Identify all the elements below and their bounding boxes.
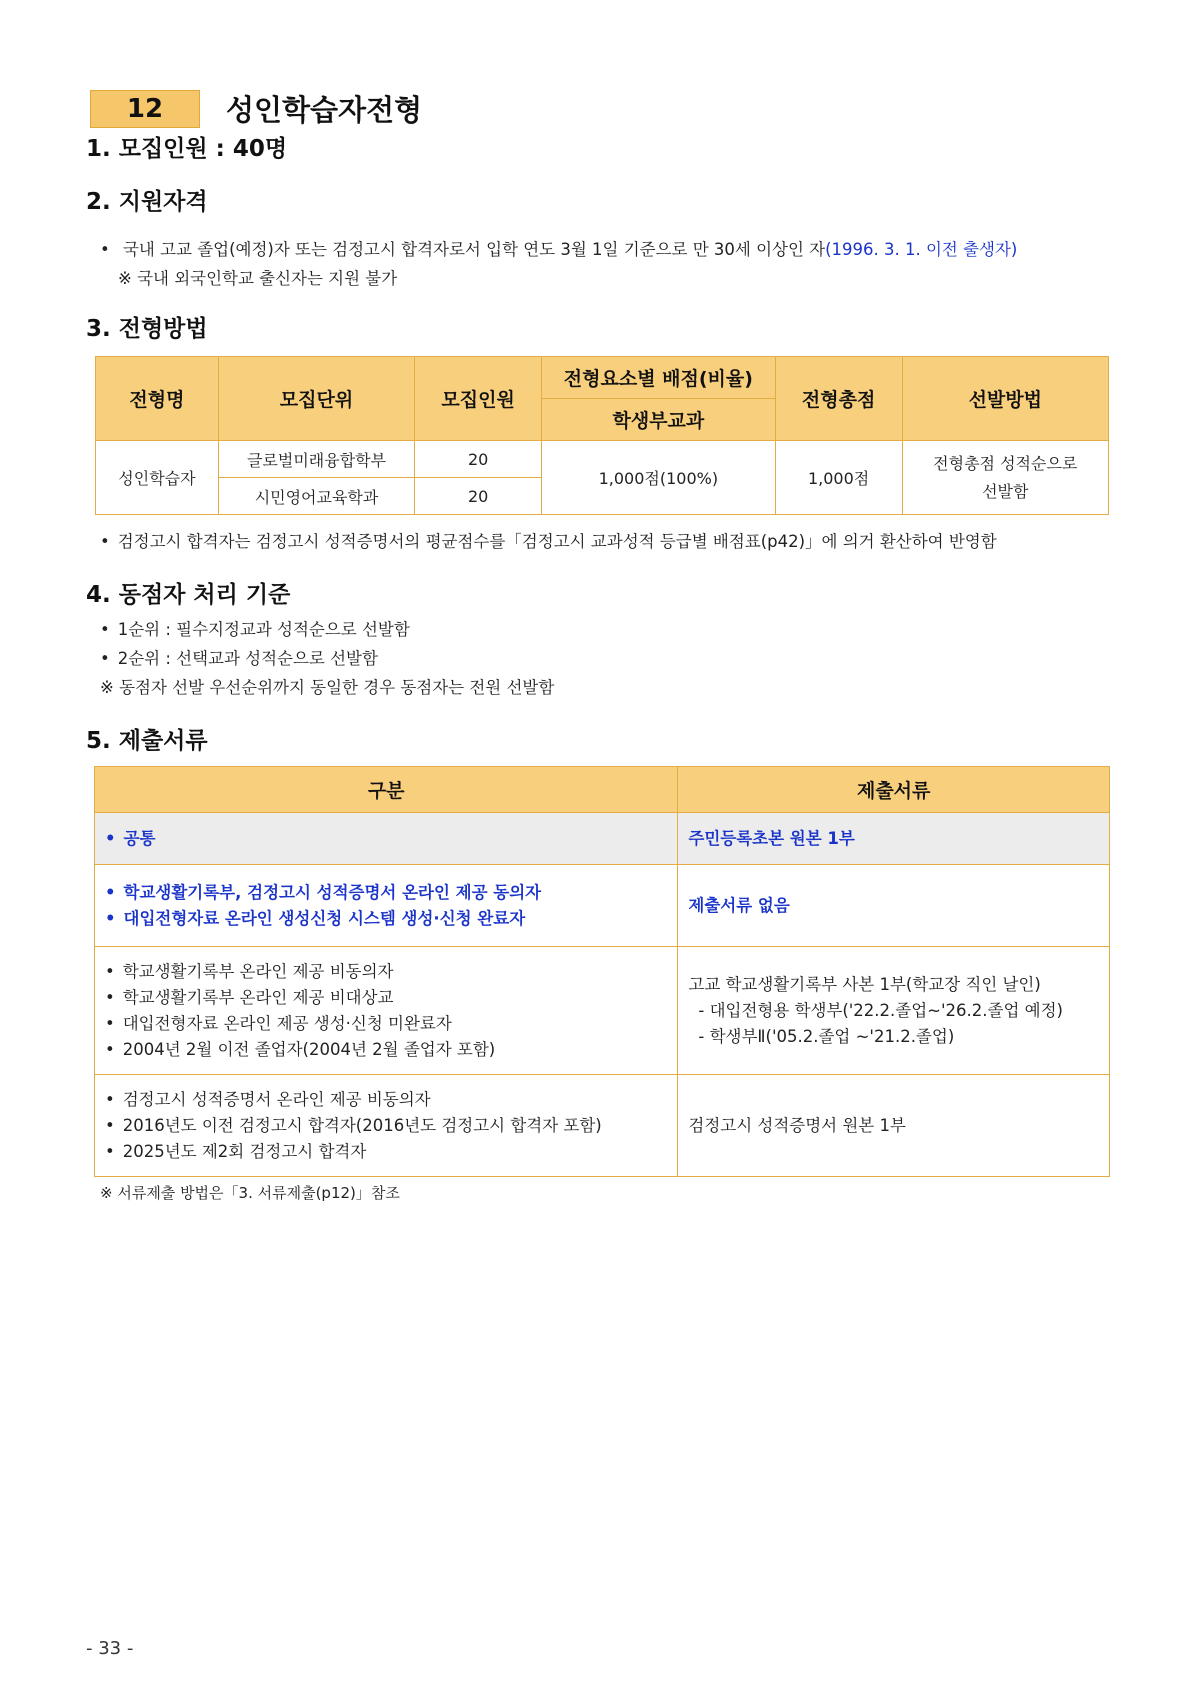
- category-item: • 2016년도 이전 검정고시 합격자(2016년도 검정고시 합격자 포함): [105, 1113, 676, 1139]
- category-item: • 학교생활기록부 온라인 제공 비동의자: [105, 959, 676, 985]
- th-unit: 모집단위: [218, 357, 414, 441]
- td-selection: [902, 441, 1108, 515]
- tiebreak-note: ※ 동점자 선발 우선순위까지 동일한 경우 동점자는 전원 선발함: [100, 678, 555, 697]
- th-quota: 모집인원: [415, 357, 542, 441]
- td-selection-line1: 전형총점 성적순으로: [933, 453, 1078, 473]
- table-row: [95, 947, 1110, 1075]
- heading-method: 3. 전형방법: [86, 316, 208, 342]
- docs-item: 검정고시 성적증명서 원본 1부: [688, 1115, 906, 1135]
- qualification-main: 국내 고교 졸업(예정)자 또는 검정고시 합격자로서 입학 연도 3월 1일 기준으로 만 30세 이상인 자: [122, 240, 826, 259]
- page-number: - 33 -: [86, 1638, 134, 1659]
- qualification-line: [100, 236, 1017, 260]
- category-item: • 2025년도 제2회 검정고시 합격자: [105, 1139, 676, 1165]
- td-selection-line2: 선발함: [982, 481, 1029, 501]
- table-row: [95, 813, 1110, 865]
- tiebreak-item-1: • 1순위 : 필수지정교과 성적순으로 선발함: [100, 616, 410, 640]
- docs-cell: [678, 1075, 1110, 1177]
- docs-item: - 대입전형용 학생부('22.2.졸업~'26.2.졸업 예정): [698, 1000, 1063, 1020]
- category-cell: [95, 813, 678, 865]
- th-category: 구분: [95, 767, 678, 813]
- td-unit: 글로벌미래융합학부: [218, 441, 414, 478]
- table-row: [95, 1075, 1110, 1177]
- section-header: [90, 88, 422, 129]
- method-note: • 검정고시 합격자는 검정고시 성적증명서의 평균점수를「검정고시 교과성적 등급별 배점표(p42)」에 의거 환산하여 반영함: [100, 528, 997, 552]
- category-item: • 공통: [105, 826, 676, 852]
- method-table: [95, 356, 1109, 515]
- section-number: 12: [90, 90, 200, 128]
- docs-item: 주민등록초본 원본 1부: [688, 828, 855, 848]
- heading-qualification: 2. 지원자격: [86, 189, 208, 215]
- tiebreak-item-2: • 2순위 : 선택교과 성적순으로 선발함: [100, 645, 378, 669]
- td-quota: 20: [415, 478, 542, 515]
- docs-item: 고교 학교생활기록부 사본 1부(학교장 직인 날인): [688, 974, 1041, 994]
- docs-cell: [678, 865, 1110, 947]
- table-row: [95, 865, 1110, 947]
- heading-documents: 5. 제출서류: [86, 728, 208, 754]
- td-unit: 시민영어교육학과: [218, 478, 414, 515]
- td-name: 성인학습자: [96, 441, 219, 515]
- docs-item: 제출서류 없음: [688, 895, 790, 915]
- th-element-sub: 학생부교과: [542, 399, 776, 441]
- documents-table: [94, 766, 1110, 1177]
- th-docs: 제출서류: [678, 767, 1110, 813]
- td-quota: 20: [415, 441, 542, 478]
- docs-cell: [678, 813, 1110, 865]
- documents-note: ※ 서류제출 방법은「3. 서류제출(p12)」참조: [100, 1184, 400, 1202]
- docs-item: - 학생부Ⅱ('05.2.졸업 ~'21.2.졸업): [698, 1026, 955, 1046]
- th-selection: 선발방법: [902, 357, 1108, 441]
- category-item: • 대입전형자료 온라인 제공 생성·신청 미완료자: [105, 1011, 676, 1037]
- th-total: 전형총점: [775, 357, 902, 441]
- category-cell: [95, 1075, 678, 1177]
- td-score: 1,000점(100%): [542, 441, 776, 515]
- td-total: 1,000점: [775, 441, 902, 515]
- category-cell: [95, 947, 678, 1075]
- th-name: 전형명: [96, 357, 219, 441]
- category-cell: [95, 865, 678, 947]
- category-item: • 학교생활기록부, 검정고시 성적증명서 온라인 제공 동의자: [105, 880, 676, 906]
- qualification-birth-note: (1996. 3. 1. 이전 출생자): [825, 240, 1018, 259]
- category-item: • 검정고시 성적증명서 온라인 제공 비동의자: [105, 1087, 676, 1113]
- category-item: • 대입전형자료 온라인 생성신청 시스템 생성·신청 완료자: [105, 906, 676, 932]
- category-item: • 2004년 2월 이전 졸업자(2004년 2월 졸업자 포함): [105, 1037, 676, 1063]
- th-element: 전형요소별 배점(비율): [542, 357, 776, 399]
- docs-cell: [678, 947, 1110, 1075]
- section-title: 성인학습자전형: [226, 93, 423, 127]
- heading-recruit: 1. 모집인원 : 40명: [86, 136, 288, 162]
- category-item: • 학교생활기록부 온라인 제공 비대상교: [105, 985, 676, 1011]
- heading-tiebreak: 4. 동점자 처리 기준: [86, 582, 291, 608]
- qualification-note: ※ 국내 외국인학교 출신자는 지원 불가: [118, 269, 398, 288]
